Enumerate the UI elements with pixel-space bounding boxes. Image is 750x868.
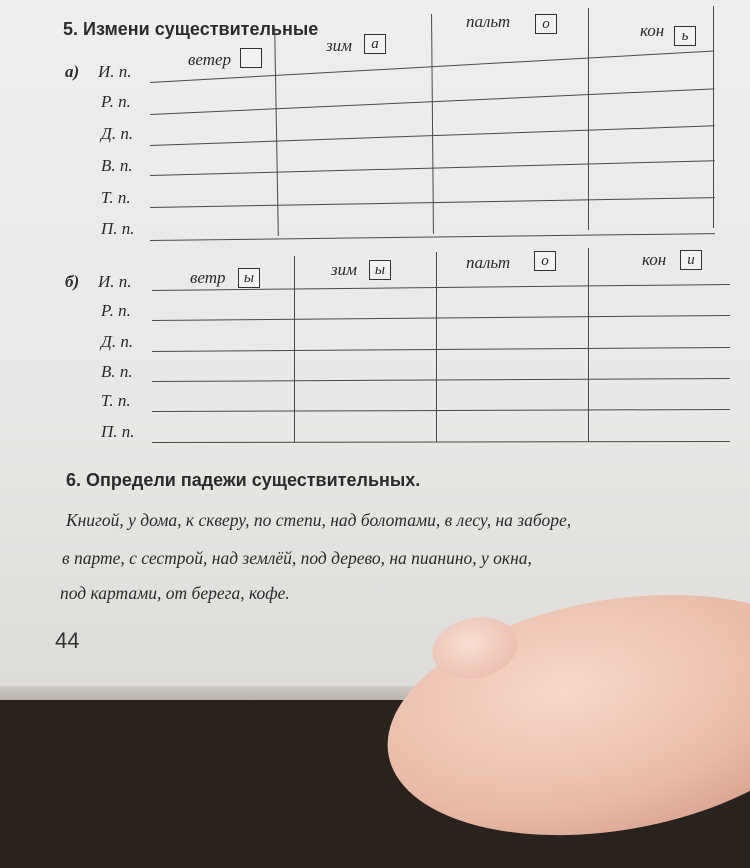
case-label: И. п. [98, 62, 132, 81]
case-label: Т. п. [101, 391, 131, 410]
part-a-label: а) [65, 62, 80, 81]
word-stem: ветр [190, 268, 226, 287]
word-stem: ветер [188, 50, 232, 69]
word-ending: ы [369, 260, 391, 280]
word-stem: пальт [466, 253, 511, 272]
case-label: П. п. [101, 219, 135, 238]
word-stem: пальт [466, 12, 511, 31]
word-ending: и [680, 250, 702, 270]
word-ending [240, 48, 262, 68]
table-line [152, 441, 730, 443]
case-label: Д. п. [101, 332, 134, 351]
case-label: В. п. [101, 362, 133, 381]
word-ending: о [535, 14, 557, 34]
table-line [588, 248, 589, 442]
page-number: 44 [55, 628, 80, 653]
table-line [150, 233, 715, 241]
case-label: В. п. [101, 156, 133, 175]
table-line [713, 6, 714, 228]
word-ending: о [534, 251, 556, 271]
word-stem: зим [326, 36, 352, 55]
case-label: Р. п. [101, 92, 131, 111]
task6-line: под картами, от берега, кофе. [60, 583, 290, 603]
part-b-label: б) [65, 272, 80, 291]
word-ending: а [364, 34, 386, 54]
table-line [152, 409, 730, 412]
table-line [588, 8, 589, 230]
word-ending: ы [238, 268, 260, 288]
table-line [152, 347, 730, 352]
table-line [436, 252, 437, 442]
case-label: Т. п. [101, 188, 131, 207]
case-label: И. п. [98, 272, 132, 291]
word-ending: ь [674, 26, 696, 46]
table-line [294, 256, 295, 442]
task6-line: Книгой, у дома, к скверу, по степи, над болотами, в лесу, на заборе, [66, 510, 572, 530]
case-label: Д. п. [101, 124, 134, 143]
word-stem: зим [331, 260, 357, 279]
word-stem: кон [640, 21, 665, 40]
case-label: П. п. [101, 422, 135, 441]
table-line [152, 315, 730, 321]
case-label: Р. п. [101, 301, 131, 320]
word-stem: кон [642, 250, 667, 269]
task5-title: 5. Измени существительные [63, 19, 319, 39]
table-line [431, 14, 434, 234]
task6-title: 6. Определи падежи существительных. [66, 470, 421, 490]
table-line [152, 378, 730, 382]
task6-line: в парте, с сестрой, над землёй, под дерево, на пианино, у окна, [62, 548, 532, 568]
